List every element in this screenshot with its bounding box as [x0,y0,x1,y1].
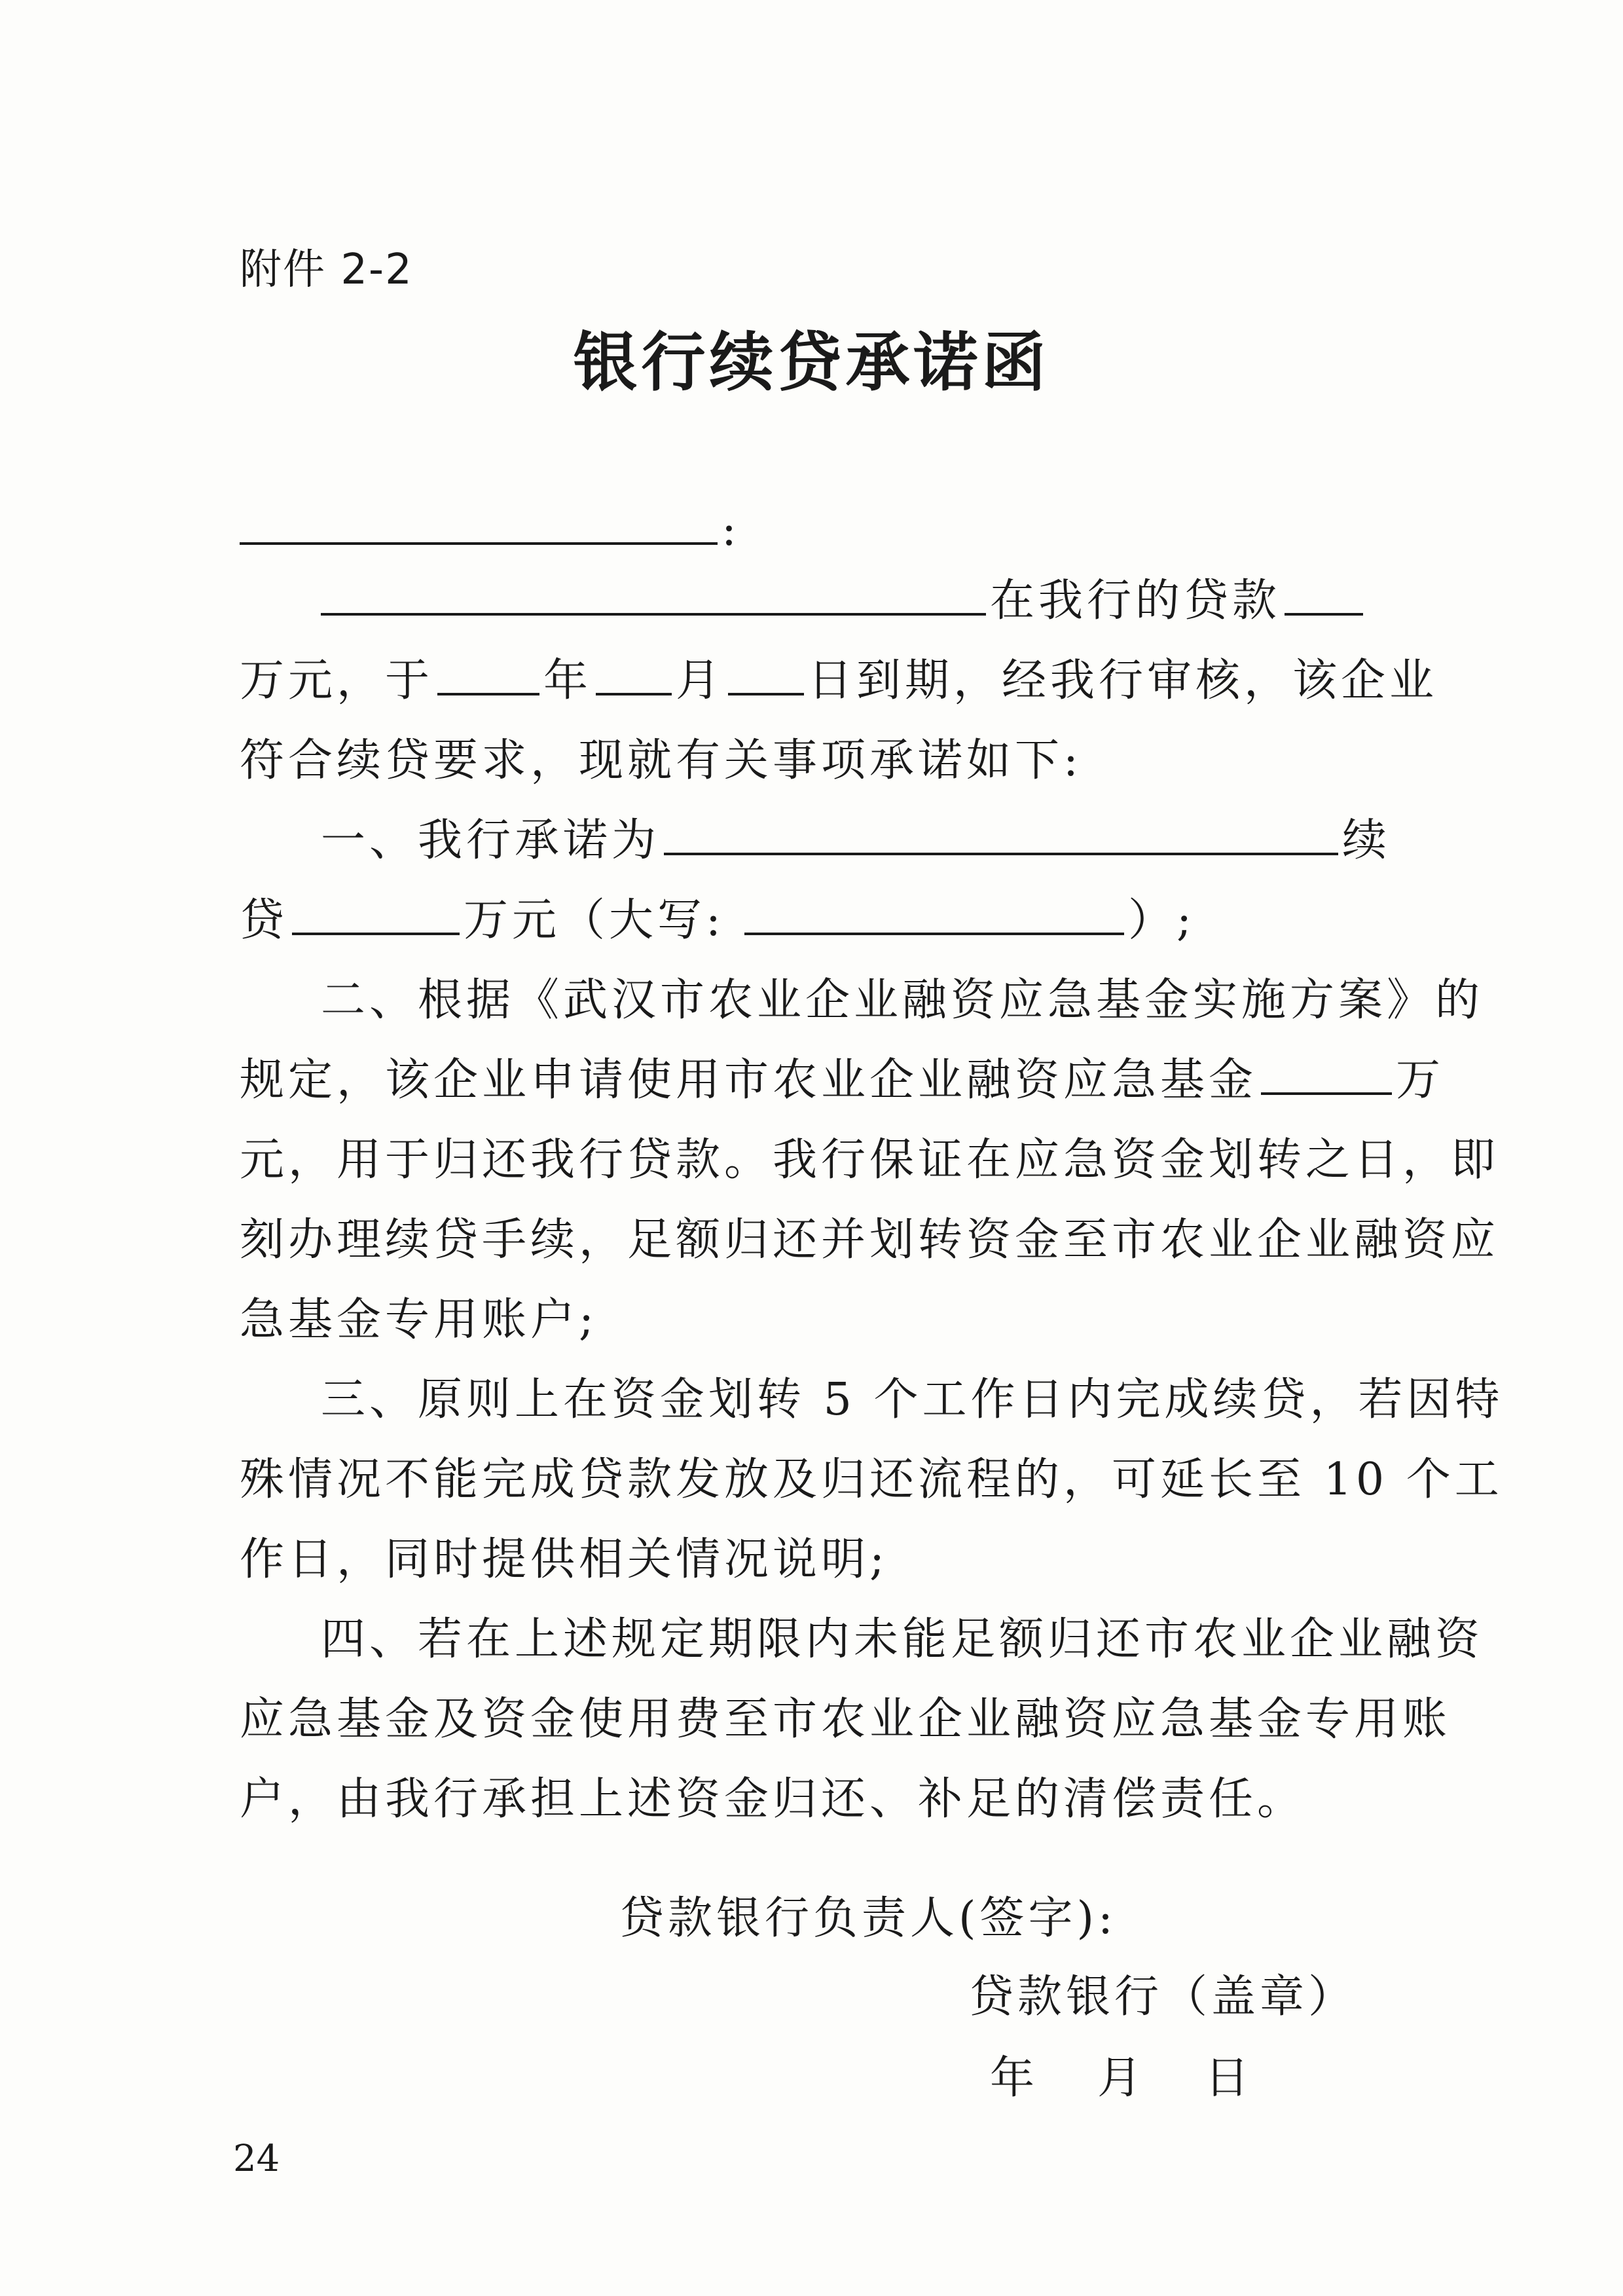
signature-date-label: 年 月 日 [990,2052,1259,2104]
intro-year-label: 年 [543,655,593,707]
page-number: 24 [233,2138,280,2180]
intro-text-1: 在我行的贷款 [990,575,1281,627]
item2-text-3: 元，用于归还我行贷款。我行保证在应急资金划转之日，即 [240,1134,1500,1186]
item4-text-3: 户，由我行承担上述资金归还、补足的清偿责任。 [240,1773,1306,1825]
intro-line-2 [240,655,1438,707]
item1-text-3: 贷 [240,895,289,946]
intro-text-2: 万元，于 [240,655,434,707]
renewal-amount-blank[interactable] [292,895,460,935]
item1-line-1 [240,815,1391,867]
salutation-colon: : [721,504,740,556]
intro-line-3 [240,735,1370,787]
item2-line-4 [240,1214,1500,1267]
item4-text-2: 应急基金及资金使用费至市农业企业融资应急基金专用账 [240,1694,1451,1745]
recipient-blank[interactable] [240,504,718,545]
item4-line-3 [240,1773,1370,1826]
item4-text-1: 四、若在上述规定期限内未能足额归还市农业企业融资 [321,1614,1484,1665]
item3-text-3: 作日，同时提供相关情况说明; [240,1534,888,1585]
item3-line-3 [240,1534,1370,1586]
due-day-blank[interactable] [728,655,804,695]
item2-line-2 [240,1054,1445,1107]
item3-text-1: 三、原则上在资金划转 5 个工作日内完成续贷，若因特 [321,1374,1504,1426]
item2-line-1 [240,974,1484,1027]
salutation-line [240,504,1370,557]
item2-line-5 [240,1294,1370,1346]
fund-amount-blank[interactable] [1261,1054,1392,1095]
item2-text-1: 二、根据《武汉市农业企业融资应急基金实施方案》的 [321,974,1484,1026]
intro-text-6: 符合续贷要求，现就有关事项承诺如下: [240,735,1082,787]
item1-text-4: 万元（大写: [464,895,725,946]
due-month-blank[interactable] [596,655,672,695]
borrower-blank[interactable] [664,815,1338,855]
enterprise-name-blank[interactable] [321,575,986,616]
item2-text-2a: 规定，该企业申请使用市农业企业融资应急基金 [240,1054,1258,1106]
item1-line-2 [240,895,1370,947]
intro-text-5: 日到期，经我行审核，该企业 [808,655,1438,707]
item1-text-1: 一、我行承诺为 [321,815,661,866]
intro-month-label: 月 [676,655,725,707]
item1-text-5: ）; [1127,895,1195,946]
item4-line-2 [240,1694,1451,1746]
amount-in-words-blank[interactable] [744,895,1124,935]
item3-line-2 [240,1454,1503,1506]
item2-text-2b: 万 [1396,1054,1445,1106]
item2-line-3 [240,1134,1500,1187]
attachment-label: 附件 2-2 [240,246,413,294]
item4-line-1 [240,1614,1484,1666]
intro-line-1 [240,575,1370,627]
item2-text-5: 急基金专用账户; [240,1294,598,1346]
item1-text-2: 续 [1342,815,1391,866]
document-title: 银行续贷承诺函 [573,325,1050,400]
due-year-blank[interactable] [437,655,539,695]
bank-seal-label: 贷款银行（盖章） [969,1971,1357,2023]
responsible-signature-label: 贷款银行负责人(签字): [619,1893,1117,1944]
loan-amount-blank[interactable] [1285,575,1363,616]
item2-text-4: 刻办理续贷手续，足额归还并划转资金至市农业企业融资应 [240,1214,1500,1266]
item3-line-1 [240,1374,1504,1426]
item3-text-2: 殊情况不能完成贷款发放及归还流程的，可延长至 10 个工 [240,1454,1503,1506]
